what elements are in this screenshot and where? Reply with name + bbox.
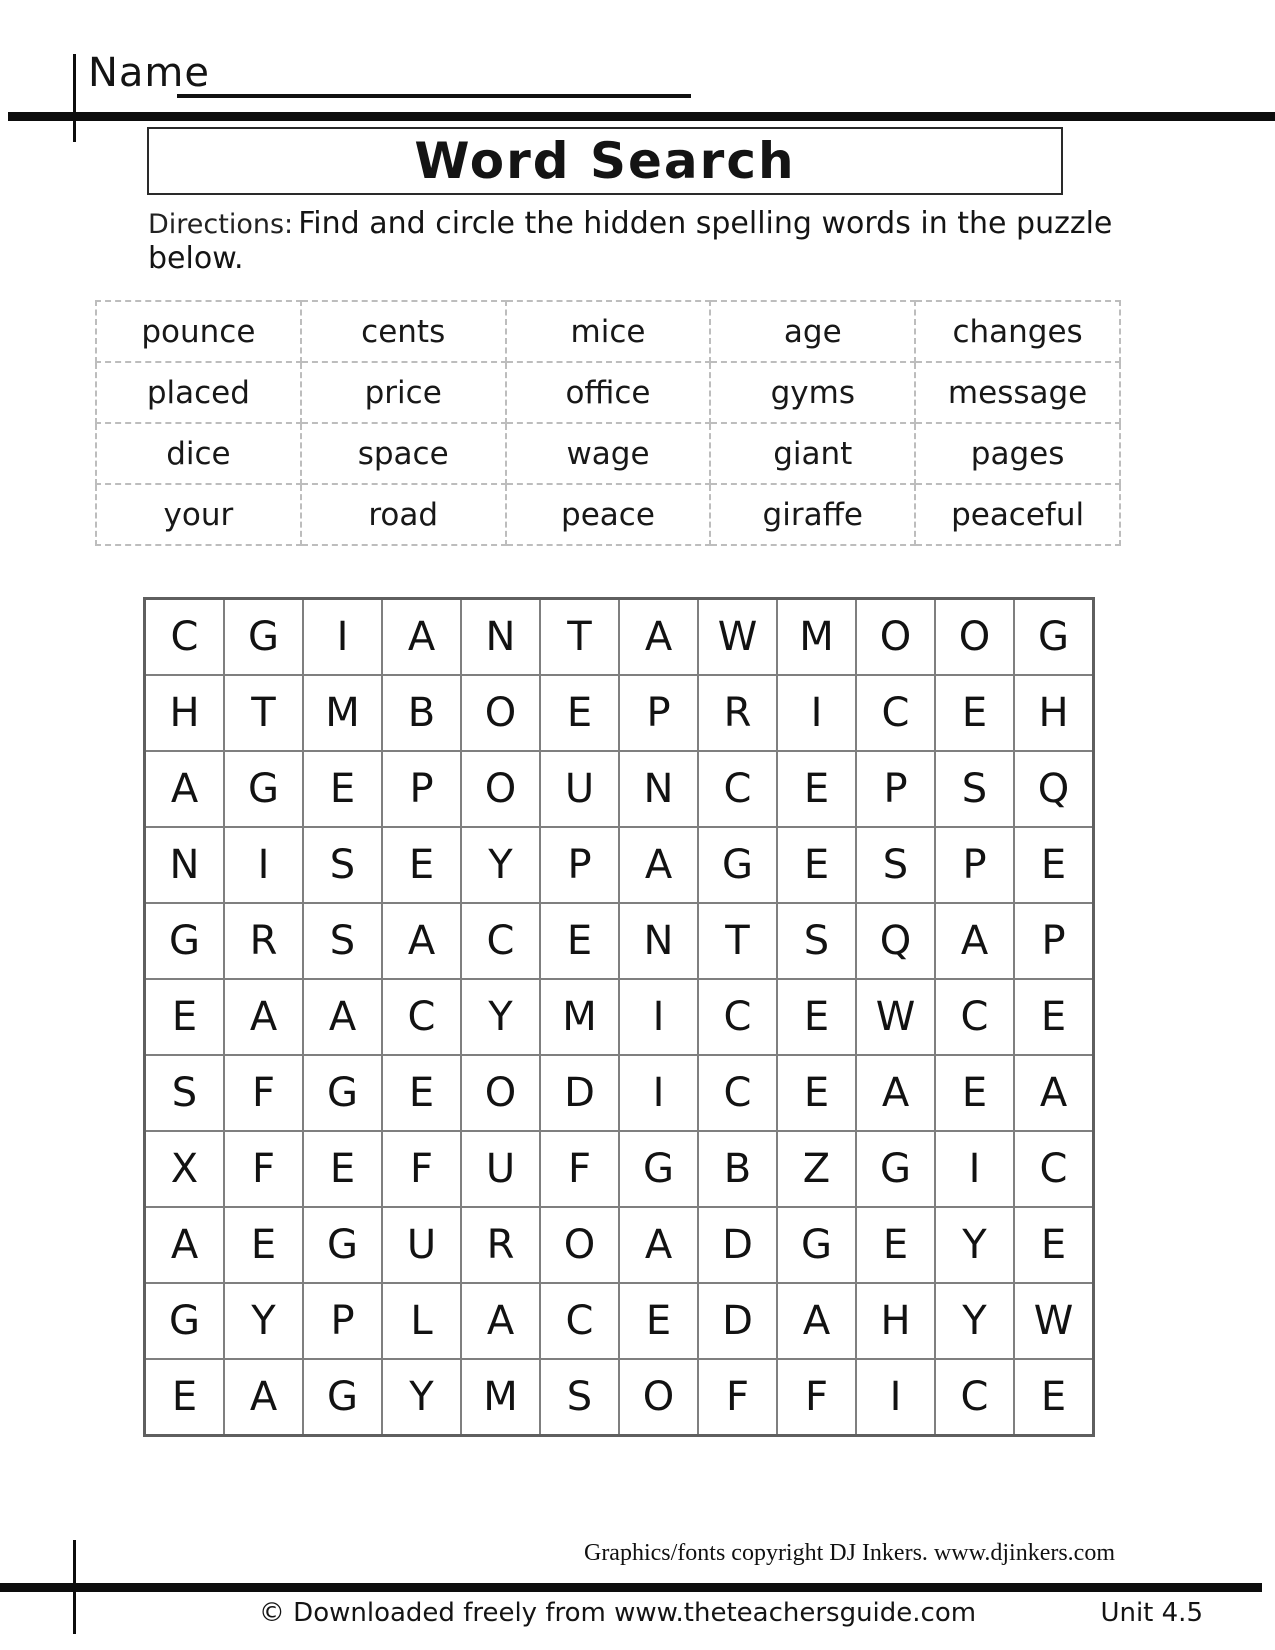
grid-letter-cell: O [935,599,1014,676]
grid-letter-cell: E [382,827,461,903]
word-list-item: office [506,362,711,423]
word-list-item: price [301,362,506,423]
word-list-row [96,423,1120,484]
grid-letter-cell: H [145,675,225,751]
grid-letter-cell: B [382,675,461,751]
grid-letter-cell: I [619,1055,698,1131]
grid-letter-cell: R [698,675,777,751]
grid-row [145,979,1094,1055]
grid-letter-cell: E [777,979,856,1055]
grid-letter-cell: G [1014,599,1094,676]
unit-label: Unit 4.5 [1100,1598,1203,1628]
grid-letter-cell: M [777,599,856,676]
word-list-item: gyms [710,362,915,423]
grid-letter-cell: E [619,1283,698,1359]
grid-letter-cell: C [698,1055,777,1131]
word-list-item: road [301,484,506,545]
grid-letter-cell: E [777,827,856,903]
grid-letter-cell: Y [935,1207,1014,1283]
word-list-item: cents [301,301,506,362]
grid-letter-cell: E [935,675,1014,751]
word-list-table [95,300,1121,546]
grid-row [145,1359,1094,1436]
grid-letter-cell: Q [856,903,935,979]
word-list-row [96,301,1120,362]
word-list-item: changes [915,301,1120,362]
grid-letter-cell: G [777,1207,856,1283]
grid-letter-cell: R [461,1207,540,1283]
grid-letter-cell: F [224,1055,303,1131]
grid-letter-cell: A [382,903,461,979]
grid-letter-cell: G [145,903,225,979]
grid-letter-cell: T [224,675,303,751]
puzzle-letter-grid [143,597,1095,1437]
grid-letter-cell: P [540,827,619,903]
grid-letter-cell: C [935,1359,1014,1436]
grid-row [145,1131,1094,1207]
grid-letter-cell: G [145,1283,225,1359]
page-title: Word Search [414,132,796,190]
grid-letter-cell: S [540,1359,619,1436]
grid-letter-cell: E [382,1055,461,1131]
word-list-item: space [301,423,506,484]
grid-letter-cell: E [1014,1359,1094,1436]
grid-letter-cell: E [935,1055,1014,1131]
grid-letter-cell: C [698,751,777,827]
grid-letter-cell: E [777,1055,856,1131]
grid-row [145,1207,1094,1283]
grid-letter-cell: D [698,1283,777,1359]
grid-letter-cell: A [224,979,303,1055]
grid-letter-cell: P [303,1283,382,1359]
grid-letter-cell: X [145,1131,225,1207]
grid-letter-cell: G [303,1359,382,1436]
grid-letter-cell: H [856,1283,935,1359]
grid-letter-cell: G [619,1131,698,1207]
grid-letter-cell: O [856,599,935,676]
grid-row [145,751,1094,827]
grid-letter-cell: A [619,1207,698,1283]
grid-letter-cell: E [540,903,619,979]
grid-letter-cell: I [777,675,856,751]
word-list-row [96,362,1120,423]
grid-letter-cell: A [382,599,461,676]
grid-letter-cell: C [382,979,461,1055]
grid-letter-cell: A [777,1283,856,1359]
grid-row [145,1283,1094,1359]
grid-letter-cell: G [224,751,303,827]
grid-letter-cell: W [1014,1283,1094,1359]
bottom-divider-rule [0,1583,1262,1592]
grid-letter-cell: C [856,675,935,751]
word-list-item: giant [710,423,915,484]
grid-letter-cell: P [935,827,1014,903]
grid-letter-cell: N [461,599,540,676]
grid-letter-cell: T [698,903,777,979]
grid-letter-cell: N [619,751,698,827]
grid-letter-cell: A [145,1207,225,1283]
grid-letter-cell: O [619,1359,698,1436]
grid-letter-cell: W [698,599,777,676]
grid-letter-cell: U [540,751,619,827]
graphics-credit: Graphics/fonts copyright DJ Inkers. www.djinkers.com [583,1540,1115,1566]
grid-letter-cell: D [698,1207,777,1283]
word-list-item: your [96,484,301,545]
grid-letter-cell: O [461,751,540,827]
grid-letter-cell: E [856,1207,935,1283]
grid-letter-cell: Q [1014,751,1094,827]
grid-letter-cell: S [145,1055,225,1131]
grid-letter-cell: A [303,979,382,1055]
grid-letter-cell: A [1014,1055,1094,1131]
grid-letter-cell: E [145,1359,225,1436]
word-list-item: wage [506,423,711,484]
grid-letter-cell: F [777,1359,856,1436]
grid-row [145,1055,1094,1131]
grid-letter-cell: E [1014,979,1094,1055]
grid-letter-cell: C [145,599,225,676]
grid-letter-cell: C [935,979,1014,1055]
grid-letter-cell: Y [935,1283,1014,1359]
grid-letter-cell: F [382,1131,461,1207]
grid-letter-cell: H [1014,675,1094,751]
grid-letter-cell: E [224,1207,303,1283]
word-list-item: mice [506,301,711,362]
word-list-item: placed [96,362,301,423]
grid-letter-cell: S [303,903,382,979]
grid-letter-cell: U [461,1131,540,1207]
grid-letter-cell: I [224,827,303,903]
grid-letter-cell: P [619,675,698,751]
grid-row [145,827,1094,903]
grid-letter-cell: O [540,1207,619,1283]
grid-letter-cell: C [540,1283,619,1359]
grid-letter-cell: F [540,1131,619,1207]
grid-letter-cell: P [856,751,935,827]
grid-letter-cell: M [461,1359,540,1436]
title-box [147,127,1063,195]
grid-letter-cell: G [303,1055,382,1131]
word-list-item: peaceful [915,484,1120,545]
grid-letter-cell: I [935,1131,1014,1207]
grid-letter-cell: G [698,827,777,903]
grid-letter-cell: S [856,827,935,903]
grid-letter-cell: C [698,979,777,1055]
grid-letter-cell: M [303,675,382,751]
grid-letter-cell: A [145,751,225,827]
grid-letter-cell: B [698,1131,777,1207]
grid-letter-cell: I [619,979,698,1055]
grid-letter-cell: C [1014,1131,1094,1207]
grid-letter-cell: G [224,599,303,676]
directions-text: Find and circle the hidden spelling words in the puzzle below. [148,206,1113,276]
grid-letter-cell: E [303,751,382,827]
grid-letter-cell: E [777,751,856,827]
grid-row [145,675,1094,751]
grid-letter-cell: Y [461,827,540,903]
directions-line [148,206,1148,276]
grid-row [145,903,1094,979]
directions-label: Directions: [148,209,294,240]
grid-letter-cell: G [856,1131,935,1207]
grid-letter-cell: Y [382,1359,461,1436]
grid-letter-cell: A [461,1283,540,1359]
grid-letter-cell: N [619,903,698,979]
grid-letter-cell: P [382,751,461,827]
grid-letter-cell: E [145,979,225,1055]
grid-letter-cell: W [856,979,935,1055]
grid-letter-cell: S [935,751,1014,827]
grid-letter-cell: D [540,1055,619,1131]
grid-letter-cell: Y [461,979,540,1055]
grid-letter-cell: S [777,903,856,979]
grid-letter-cell: F [224,1131,303,1207]
download-credit: © Downloaded freely from www.theteachersguide.com [258,1598,977,1628]
grid-letter-cell: L [382,1283,461,1359]
grid-letter-cell: E [303,1131,382,1207]
grid-letter-cell: I [856,1359,935,1436]
word-list-item: age [710,301,915,362]
word-list-item: pages [915,423,1120,484]
word-list-item: giraffe [710,484,915,545]
word-list-item: message [915,362,1120,423]
grid-letter-cell: A [935,903,1014,979]
grid-letter-cell: A [856,1055,935,1131]
margin-cross-vertical-top [73,54,76,142]
grid-letter-cell: E [1014,827,1094,903]
grid-letter-cell: A [224,1359,303,1436]
word-list-item: pounce [96,301,301,362]
grid-letter-cell: C [461,903,540,979]
grid-letter-cell: G [303,1207,382,1283]
name-blank-line [177,58,691,98]
grid-letter-cell: F [698,1359,777,1436]
grid-letter-cell: I [303,599,382,676]
grid-letter-cell: A [619,599,698,676]
grid-letter-cell: R [224,903,303,979]
grid-letter-cell: U [382,1207,461,1283]
grid-letter-cell: O [461,675,540,751]
top-divider-rule [8,112,1275,121]
grid-letter-cell: S [303,827,382,903]
word-list-item: peace [506,484,711,545]
grid-letter-cell: Y [224,1283,303,1359]
grid-letter-cell: N [145,827,225,903]
grid-letter-cell: T [540,599,619,676]
grid-letter-cell: A [619,827,698,903]
grid-letter-cell: E [540,675,619,751]
grid-letter-cell: Z [777,1131,856,1207]
grid-letter-cell: O [461,1055,540,1131]
grid-row [145,599,1094,676]
name-label: Name [88,50,211,96]
word-list-item: dice [96,423,301,484]
word-list-row [96,484,1120,545]
grid-letter-cell: M [540,979,619,1055]
grid-letter-cell: P [1014,903,1094,979]
grid-letter-cell: E [1014,1207,1094,1283]
